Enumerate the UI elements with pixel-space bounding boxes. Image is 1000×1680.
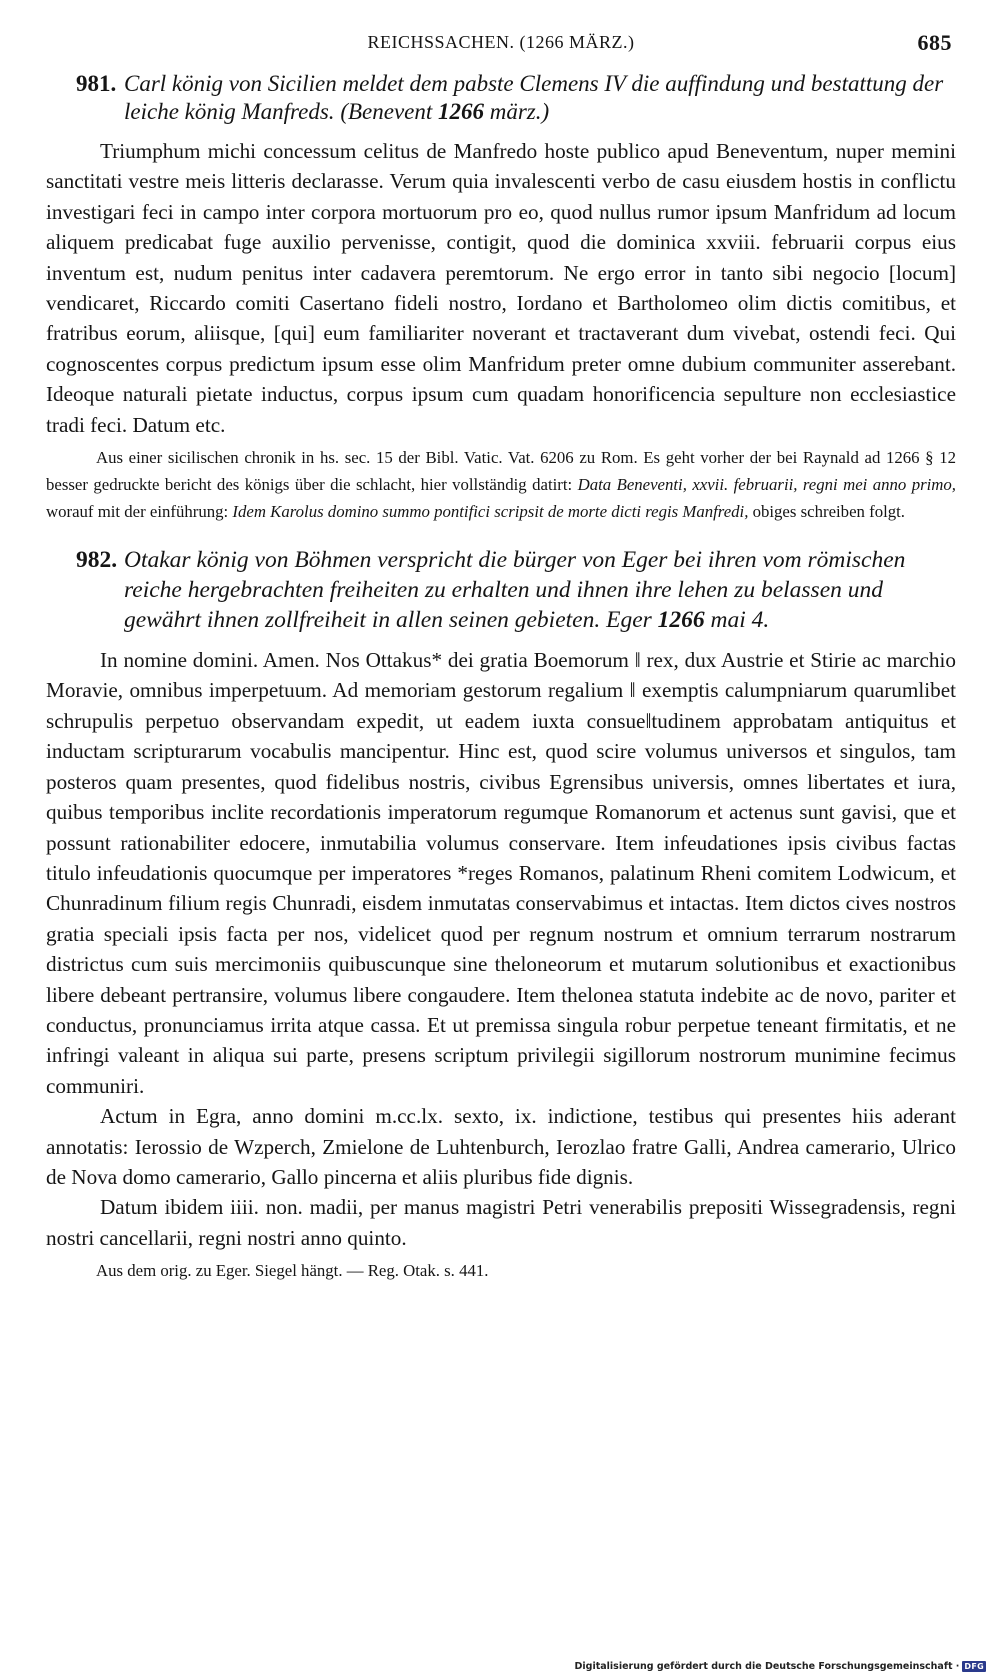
entry-body — [46, 645, 956, 1253]
entry-heading — [46, 70, 956, 126]
summary-text: Carl könig von Sicilien meldet dem pabste Clemens IV die auffindung und bestattung der leiche könig Manfreds. — [124, 71, 944, 124]
summary-date-year: 1266 — [438, 99, 484, 124]
source-note: Aus dem orig. zu Eger. Siegel hängt. — Reg. Otak. s. 441. — [96, 1261, 489, 1281]
summary-date-prefix: (Benevent — [340, 99, 438, 124]
body-paragraph: In nomine domini. Amen. Nos Ottakus* dei gratia Boemorum ‖ rex, dux Austrie et Stirie ac marchio Moravie, omnibus imperpetuum. Ad memoriam gestorum regalium ‖ exemptis calumpniarum quarumlibet schrupulis perpetuo observandam expedit, ut eadem iuxta consue‖tudinem approbatam antiquitus et inductam scripturarum vocabulis mancipentur. Hinc est, quod scire volumus universos et singulos, tam posteros quam presentes, quod fidelibus nostris, civibus Egrensibus universis, omnes libertates et iura, quibus temporibus inclite recordationis imperatorum regumque Romanorum et actenus sunt gavisi, que et possunt rationabiliter edocere, inmutabilia volumus conservare. Item infeudationes ipsis civibus factas titulo infeudationis quocumque per imperatores *reges Romanos, palatinum Rheni comitem Lodwicum, et Chunradinum filium regis Chunradi, eisdem inmutatas conservabimus et intactas. Item dictos cives nostros gratia speciali ipsis facta per nos, videlicet quod per regnum nostrum et omnium terrarum nostrarum districtus cum suis mercimoniis quibuscunque sine theloneorum et mutarum solutionibus et exactionibus libere debeant pertransire, volumus libere congaudere. Item thelonea statuta indebite ac de novo, pariter et conductus, pronunciamus irrita atque cassa. Et ut premissa singula robur perpetue teneant firmitatis, et ne infringi valeant in aliqua sui parte, presens scriptum privilegii sigillorum nostrorum munimine fecimus communiri. — [46, 648, 956, 1098]
entry-number: 981. — [76, 71, 117, 96]
entry-body — [46, 136, 956, 440]
entry-summary — [124, 70, 956, 126]
note-text: Aus einer sicilischen chronik in hs. sec. 15 der Bibl. Vatic. Vat. 6206 zu Rom. Es geht vorher der bei Raynald ad 1266 § 12 besser gedruckte bericht des königs über die schlacht, hier vollständig datirt: — [46, 448, 956, 495]
note-text: worauf mit der einführung: — [46, 502, 233, 522]
running-head — [46, 24, 956, 58]
note-text: obiges schreiben folgt. — [748, 502, 905, 522]
source-note — [46, 444, 956, 525]
summary-date-suffix: märz.) — [484, 99, 550, 124]
dfg-logo-icon: DFG — [964, 1662, 984, 1671]
note-italic-quote: Data Beneventi, xxvii. februarii, regni mei anno primo, — [577, 475, 956, 495]
body-paragraph: Actum in Egra, anno domini m.cc.lx. sexto, ix. indictione, testibus qui presentes hiis aderant annotatis: Ierossio de Wzperch, Zmielone de Luhtenburch, Ierozlao fratre Galli, Andrea camerario, Ulrico de Nova domo camerario, Gallo pincerna et aliis pluribus fide dignis. — [46, 1104, 956, 1189]
entry-982 — [46, 545, 956, 1284]
entry-heading — [46, 545, 956, 635]
entry-number: 982. — [76, 547, 118, 574]
entry-981 — [46, 70, 956, 525]
summary-text: Otakar könig von Böhmen verspricht die bürger von Eger bei ihren vom römischen reiche hergebrachten freiheiten zu erhalten und ihnen ihre lehen zu belassen und gewährt ihnen zollfreiheit in allen seinen gebieten. Eger — [124, 547, 906, 634]
body-paragraph: Triumphum michi concessum celitus de Manfredo hoste publico apud Beneventum, nuper memini sanctitati vestre meis litteris declarasse. Verum quia invalescenti verbo de casu eiusdem hostis in conflictu investigari feci in campo inter corpora mortuorum pro eo, quod nullus rumor ipsum Manfridum ad locum aliquem predicabat fuge auxilio pervenisse, contigit, quod die dominica xxviii. februarii corpus eius inventum est, nudum penitus inter cadavera peremtorum. Ne ergo error in tanto sibi negocio [locum] vendicaret, Riccardo comiti Casertano fideli nostro, Iordano et Bartholomeo olim dictis comitibus, et fratribus eorum, aliisque, [qui] eum familiariter noverant et tractaverant dum vivebat, ostendi feci. Qui cognoscentes corpus predictum ipsum esse olim Manfridum preter omne dubium communiter asserebant. Ideoque naturali pietate inductus, corpus ipsum cum quadam honorificencia sepulture non ecclesiastice tradi feci. Datum etc. — [46, 139, 956, 437]
digitization-credit — [575, 1661, 986, 1672]
credit-text: Digitalisierung gefördert durch die Deutsche Forschungsgemeinschaft · — [574, 1661, 960, 1672]
body-paragraph: Datum ibidem iiii. non. madii, per manus magistri Petri venerabilis prepositi Wissegradensis, regni nostri cancellarii, regni nostri anno quinto. — [46, 1195, 956, 1250]
running-title: REICHSSACHEN. (1266 MÄRZ.) — [367, 32, 635, 52]
note-italic-quote: Idem Karolus domino summo pontifici scripsit de morte dicti regis Manfredi, — [232, 502, 749, 522]
summary-date-suffix: mai 4. — [704, 607, 770, 634]
page-number: 685 — [917, 30, 952, 55]
summary-date-year: 1266 — [657, 607, 705, 634]
entry-summary — [124, 545, 956, 635]
